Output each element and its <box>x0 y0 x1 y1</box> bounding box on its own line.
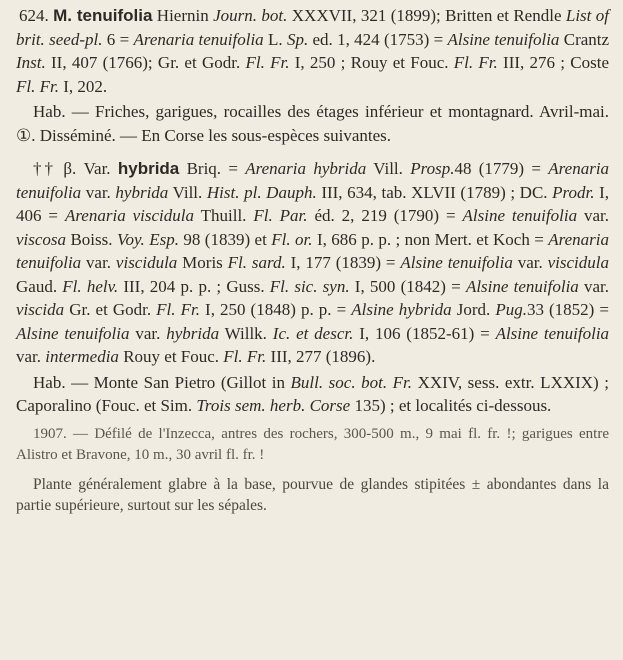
ref-italic: Fl. Fr. <box>156 300 200 319</box>
ref-text: Briq. = <box>186 159 238 178</box>
ref-text: Boiss. <box>70 229 113 249</box>
ref-text: XXIV, sess. extr. LXXIX) ; Caporalino (Fouc. et Sim. <box>16 372 609 415</box>
ref-text: III, 204 p. p. ; Guss. <box>123 276 265 296</box>
ref-text: I, 106 (1852-61) = <box>359 323 490 343</box>
synonym: Alsine hybrida <box>351 300 452 319</box>
synonym: hybrida <box>166 323 220 343</box>
collection-record: 1907. — Défilé de l'Inzecca, antres des rochers, 300-500 m., 9 mai fl. fr. !; garigues entre Alistro et Bravone, 10 m., 30 avril fl. fr. ! <box>16 425 609 463</box>
ref-italic: Fl. sard. <box>227 253 286 272</box>
ref-italic: Fl. or. <box>271 229 313 249</box>
ref-text: éd. 2, 219 (1790) = <box>314 206 456 225</box>
ref-text: I, 686 p. p. ; non Mert. et Koch = <box>316 229 544 249</box>
ref-text: Willk. <box>224 323 267 343</box>
ref-text: Thuill. <box>200 206 247 225</box>
ref-text: I, 500 (1842) = <box>354 276 461 296</box>
synonym: Arenaria hybrida <box>245 159 367 178</box>
synonym: viscosa <box>16 229 67 249</box>
ref-italic: Ic. et descr. <box>272 323 354 343</box>
ref-text: II, 407 (1766); Gr. et Godr. <box>51 53 241 72</box>
ref-italic: Fl. Fr. <box>453 53 498 72</box>
ref-text: III, 277 (1896). <box>270 347 376 366</box>
ref-italic: Bull. soc. bot. Fr. <box>290 372 413 392</box>
synonym: Arenaria tenuifolia <box>16 229 610 272</box>
ref-italic: Prodr. <box>552 182 595 202</box>
variety-mark: †† β. <box>33 159 77 178</box>
ref-text: III, 276 ; Coste <box>503 53 609 72</box>
synonym: Alsine tenuifolia <box>16 323 130 343</box>
ref-text: Hab. — Monte San Pietro (Gillot in <box>33 372 285 392</box>
synonym: Alsine tenuifolia <box>462 206 578 225</box>
ref-italic: Fl. helv. <box>62 276 119 296</box>
ref-text: var. <box>85 182 111 202</box>
ref-italic: Hist. pl. Dauph. <box>206 182 317 202</box>
synonym: Alsine tenuifolia <box>465 276 579 296</box>
variety-prefix: Var. <box>83 159 111 178</box>
ref-text: 33 (1852) = <box>526 300 609 319</box>
synonym: hybrida <box>115 182 169 202</box>
synonym: intermedia <box>45 347 119 366</box>
ref-text: var. <box>584 276 610 296</box>
ref-italic: Fl. Fr. <box>223 347 267 366</box>
ref-text: Vill. <box>373 159 403 178</box>
habitat-paragraph-2 <box>16 371 609 418</box>
ref-text: var. <box>16 347 42 366</box>
species-author: Hiern <box>156 6 196 25</box>
ref-text: 6 = <box>106 29 130 49</box>
ref-text: ed. 1, 424 (1753) = <box>312 29 444 49</box>
variety-name: hybrida <box>117 159 180 178</box>
ref-text: I, 250 (1848) p. p. = <box>205 300 347 319</box>
ref-italic: Trois sem. herb. Corse <box>196 396 351 415</box>
ref-italic: Prosp. <box>410 159 455 178</box>
in-word: in <box>195 6 209 25</box>
ref-text: Crantz <box>563 29 610 49</box>
synonym: Alsine tenuifolia <box>495 323 610 343</box>
ref-text: var. <box>584 206 610 225</box>
ref-text: Moris <box>182 253 223 272</box>
ref-italic: Fl. sic. syn. <box>269 276 350 296</box>
ref-text: Gr. et Godr. <box>69 300 152 319</box>
species-number: 624. <box>19 6 49 25</box>
habitat-paragraph: Hab. — Friches, garigues, rocailles des étages inférieur et montagnard. Avril-mai. ①. Disséminé. — En Corse les sous-espèces suivantes. <box>16 102 609 145</box>
ref-text: Rouy et Fouc. <box>123 347 220 366</box>
ref-text: I, 177 (1839) = <box>290 253 396 272</box>
ref-text: III, 634, tab. XLVII (1789) ; DC. <box>321 182 548 202</box>
ref-text: 135) ; et localités ci-dessous. <box>354 396 552 415</box>
ref-italic: Pug. <box>495 300 527 319</box>
synonym: Arenaria tenuifolia <box>133 29 264 49</box>
ref-text: 48 (1779) = <box>454 159 541 178</box>
ref-text: L. <box>268 29 283 49</box>
journal: Journ. bot. <box>213 6 288 25</box>
synonym: Alsine tenuifolia <box>447 29 560 49</box>
ref-italic: Sp. <box>286 29 309 49</box>
ref-text: I, 202. <box>63 76 108 96</box>
ref-italic: Fl. Fr. <box>245 53 290 72</box>
ref-italic: Fl. Par. <box>253 206 308 225</box>
ref-text: var. <box>135 323 161 343</box>
synonym: viscida <box>16 300 65 319</box>
species-entry <box>16 4 609 98</box>
ref-text: Vill. <box>172 182 203 202</box>
ref-text: I, 250 ; Rouy et Fouc. <box>294 53 449 72</box>
synonym: Alsine tenuifolia <box>400 253 513 272</box>
ref-text: I, 406 = <box>16 182 610 225</box>
ref-text: 98 (1839) et <box>183 229 267 249</box>
ref-text: Gaud. <box>16 276 58 296</box>
plant-description: Plante généralement glabre à la base, pourvue de glandes stipitées ± abondantes dans la partie supérieure, surtout sur les sépales. <box>16 475 609 514</box>
synonym: Arenaria viscidula <box>64 206 194 225</box>
ref-italic: Inst. <box>16 53 46 72</box>
synonym: viscidula <box>115 253 178 272</box>
ref-text: Jord. <box>456 300 491 319</box>
ref-italic: List of brit. seed-pl. <box>16 6 609 49</box>
ref-italic: Voy. Esp. <box>116 229 179 249</box>
ref-text: var. <box>86 253 112 272</box>
synonym: Arenaria tenuifolia <box>16 159 610 202</box>
synonym: viscidula <box>547 253 610 272</box>
ref-text: var. <box>517 253 543 272</box>
ref-italic: Fl. Fr. <box>16 76 59 96</box>
variety-entry <box>16 157 609 369</box>
species-name: M. tenuifolia <box>53 6 153 25</box>
ref-text: XXXVII, 321 (1899); Britten et Rendle <box>291 6 562 25</box>
